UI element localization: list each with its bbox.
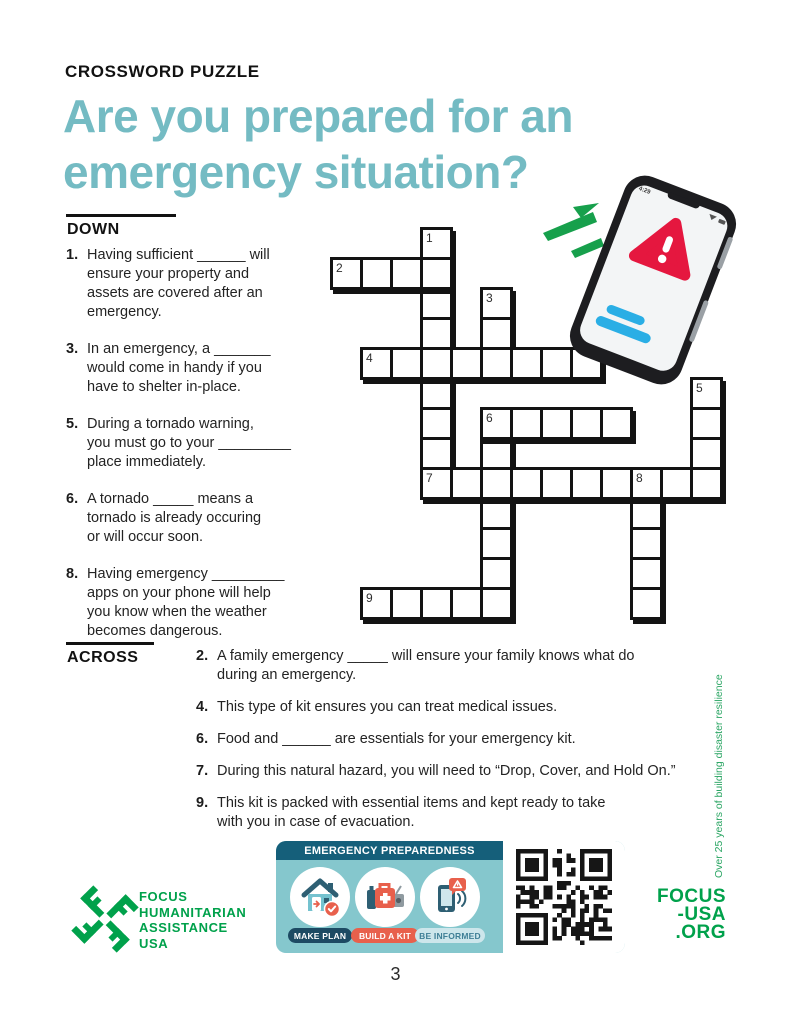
across-clues (196, 647, 736, 845)
clue-line: During a tornado warning, (87, 416, 254, 432)
page-number: 3 (390, 964, 401, 984)
website-url (642, 888, 726, 942)
clue-number: 8. (66, 566, 79, 582)
site-line: .ORG (675, 922, 726, 943)
clue-line: This kit is packed with essential items and kept ready to take (217, 795, 606, 811)
crossword-cell (393, 590, 420, 617)
clue-item (66, 246, 306, 322)
crossword-cell (483, 560, 510, 587)
crossword-cell (603, 470, 630, 497)
pill-label: BE INFORMED (419, 930, 481, 941)
clue-number: 2. (196, 648, 209, 664)
crossword-cell (363, 260, 390, 287)
crossword-cell-number: 8 (636, 471, 643, 485)
qr-panel (503, 841, 625, 953)
wifi-icon (708, 214, 717, 222)
clue-line: would come in handy if you (87, 360, 262, 376)
org-name (139, 889, 246, 951)
clue-line: becomes dangerous. (87, 623, 223, 639)
crossword-cell (423, 410, 450, 437)
crossword-cell-number: 5 (696, 381, 703, 395)
org-line: FOCUS (139, 889, 188, 904)
emergency-preparedness-banner (276, 841, 625, 953)
clue-number: 6. (66, 491, 79, 507)
clue-item (196, 647, 736, 685)
make-plan-pill (288, 928, 352, 943)
build-kit-pill (351, 928, 419, 943)
clue-text (217, 762, 676, 781)
clue-number: 9. (196, 795, 209, 811)
crossword-cell (483, 590, 510, 617)
crossword-cell (483, 350, 510, 377)
phone-clock: 4:29 (637, 186, 652, 196)
crossword-cell (423, 320, 450, 347)
crossword-cell (423, 350, 450, 377)
crossword-cell (483, 320, 510, 347)
clue-line: A family emergency _____ will ensure your family knows what do (217, 648, 635, 664)
crossword-cell (633, 530, 660, 557)
clue-item (196, 794, 736, 832)
clue-line: or will occur soon. (87, 529, 204, 545)
qr-code (516, 849, 612, 945)
clue-line: during an emergency. (217, 667, 357, 683)
clue-item (66, 415, 306, 472)
clue-number: 4. (196, 699, 209, 715)
across-rule (66, 642, 154, 645)
crossword-cell-number: 2 (336, 261, 343, 275)
crossword-cell (513, 350, 540, 377)
crossword-cell (693, 470, 720, 497)
clue-line: This type of kit ensures you can treat medical issues. (217, 699, 558, 715)
clue-number: 5. (66, 416, 79, 432)
focus-pinwheel-logo (70, 884, 140, 954)
be-informed-pill (415, 928, 485, 943)
clue-item (196, 730, 736, 749)
clue-line: Food and ______ are essentials for your emergency kit. (217, 731, 576, 747)
crossword-cell-number: 7 (426, 471, 433, 485)
vertical-tagline: Over 25 years of building disaster resilience (713, 674, 725, 878)
crossword-cell (513, 470, 540, 497)
org-line: USA (139, 935, 169, 951)
crossword-cell (693, 440, 720, 467)
down-clues (66, 246, 306, 659)
pill-label: MAKE PLAN (293, 930, 347, 941)
clue-line: Having emergency _________ (87, 566, 285, 582)
page-kicker: CROSSWORD PUZZLE (65, 62, 260, 81)
clue-text (217, 730, 576, 749)
crossword-cell-number: 6 (486, 411, 493, 425)
banner-heading: EMERGENCY PREPAREDNESS (276, 841, 503, 860)
crossword-cell (543, 410, 570, 437)
clue-item (66, 490, 306, 547)
crossword-cell (483, 500, 510, 527)
site-line: FOCUS (657, 886, 726, 907)
clue-number: 6. (196, 731, 209, 747)
crossword-cell-number: 1 (426, 231, 433, 245)
crossword-cell (483, 470, 510, 497)
crossword-cell (543, 350, 570, 377)
crossword-cell (603, 410, 630, 437)
crossword-cell (633, 500, 660, 527)
crossword-cell (483, 440, 510, 467)
crossword-cell (393, 350, 420, 377)
clue-line: A tornado _____ means a (87, 491, 254, 507)
clue-line: During this natural hazard, you will need to “Drop, Cover, and Hold On.” (217, 763, 676, 779)
crossword-cell (423, 290, 450, 317)
clue-line: emergency. (87, 304, 162, 320)
clue-item (66, 340, 306, 397)
crossword-cell (453, 470, 480, 497)
org-line: HUMANITARIAN (139, 904, 247, 920)
clue-line: place immediately. (87, 454, 207, 470)
clue-number: 7. (196, 763, 209, 779)
crossword-cell (423, 590, 450, 617)
crossword-cell (453, 350, 480, 377)
house-icon (298, 875, 342, 919)
crossword-cell (453, 590, 480, 617)
clue-line: ensure your property and (87, 266, 250, 282)
crossword-cell-number: 9 (366, 591, 373, 605)
clue-line: In an emergency, a _______ (87, 341, 271, 357)
clue-line: you know when the weather (87, 604, 267, 620)
crossword-cell (543, 470, 570, 497)
first-aid-kit-icon (363, 875, 407, 919)
crossword-cell (633, 590, 660, 617)
clue-line: have to shelter in-place. (87, 379, 241, 395)
battery-icon (718, 219, 726, 225)
crossword-cell (393, 260, 420, 287)
crossword-cell (693, 410, 720, 437)
crossword-cell (423, 380, 450, 407)
clue-number: 3. (66, 341, 79, 357)
clue-number: 1. (66, 247, 79, 263)
page-title (63, 88, 573, 200)
crossword-cell (573, 410, 600, 437)
make-plan-circle (290, 867, 350, 927)
clue-line: Having sufficient ______ will (87, 247, 270, 263)
down-rule (66, 214, 176, 217)
pill-label: BUILD A KIT (358, 930, 412, 941)
crossword-cell (423, 260, 450, 287)
clue-item (196, 762, 736, 781)
clue-text (87, 565, 285, 641)
crossword-cell (633, 560, 660, 587)
clue-line: with you in case of evacuation. (217, 814, 415, 830)
clue-text (217, 794, 605, 832)
clue-item (66, 565, 306, 641)
title-line-2: emergency situation? (63, 146, 529, 198)
org-line: ASSISTANCE (139, 920, 228, 935)
clue-text (87, 246, 270, 322)
crossword-cell (663, 470, 690, 497)
crossword-cell (513, 410, 540, 437)
be-informed-circle (420, 867, 480, 927)
across-heading: ACROSS (67, 649, 139, 666)
clue-text (87, 490, 261, 547)
warning-triangle-icon (625, 205, 709, 287)
clue-text (217, 647, 634, 685)
down-heading: DOWN (67, 221, 120, 238)
crossword-cell (483, 530, 510, 557)
clue-text (87, 340, 271, 397)
crossword-cell (423, 440, 450, 467)
clue-line: tornado is already occuring (87, 510, 262, 526)
build-kit-circle (355, 867, 415, 927)
clue-line: apps on your phone will help (87, 585, 271, 601)
clue-text (217, 698, 557, 717)
clue-line: assets are covered after an (87, 285, 263, 301)
crossword-cell-number: 3 (486, 291, 493, 305)
title-line-1: Are you prepared for an (63, 90, 573, 142)
site-line: -USA (677, 904, 726, 925)
clue-line: you must go to your _________ (87, 435, 291, 451)
crossword-cell-number: 4 (366, 351, 373, 365)
crossword-cell (573, 470, 600, 497)
clue-item (196, 698, 736, 717)
clue-text (87, 415, 291, 472)
phone-alert-icon (428, 875, 472, 919)
